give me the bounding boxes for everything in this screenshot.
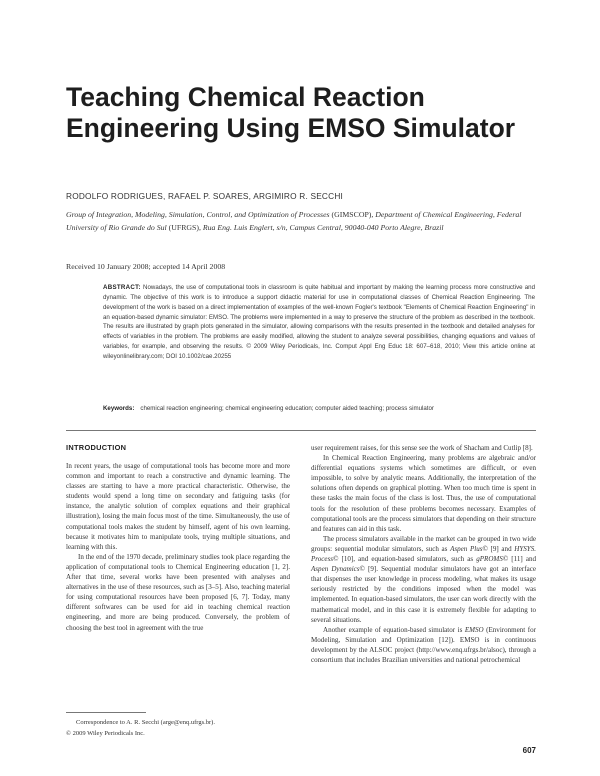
right-column — [311, 443, 536, 665]
paper-title: Teaching Chemical Reaction Engineering Using EMSO Simulator — [66, 82, 516, 143]
author-list: RODOLFO RODRIGUES, RAFAEL P. SOARES, ARGIMIRO R. SECCHI — [66, 191, 344, 201]
right-paragraph-4 — [311, 625, 536, 665]
abstract-label: ABSTRACT: — [103, 284, 141, 291]
left-column — [66, 443, 290, 633]
affiliation — [66, 209, 536, 234]
footnote — [66, 717, 290, 739]
right-paragraph-3 — [311, 534, 536, 625]
section-divider — [66, 430, 536, 431]
affiliation-city: , 90040-040 Porto Alegre, Brazil — [340, 222, 444, 232]
emso-text-b: (Environment for Modeling, Simulation and Optimization [12]). EMSO is in continuous development by the ALSOC project (http://www.enq.ufrgs.br/alsoc), through a consortium that includes Brazilian universities and national petrochemical — [311, 625, 536, 664]
emso-name: EMSO — [464, 625, 484, 634]
footnote-correspondence: Correspondence to A. R. Secchi (arge@enq.ufrgs.br). — [76, 719, 215, 726]
emso-text-a: Another example of equation-based simulator is — [323, 625, 465, 634]
gproms-name: gPROMS — [476, 555, 503, 564]
simulators-text-c: © [10], and equation-based simulators, such as — [333, 555, 477, 564]
right-paragraph-2: In Chemical Reaction Engineering, many problems are algebraic and/or differential equations systems which sometimes are difficult, or even impossible, to solve by analytic means. Additionally, the interpretation of the solutions often depends on graphical plotting. When too much time is spent in these tasks the main focus of the class is lost. Thus, the use of computational tools for the resolution of these problems becomes necessary. Examples of computational tools are the process simulators that depending on their structure and features can aid in this task. — [311, 454, 536, 533]
footnote-copyright: © 2009 Wiley Periodicals Inc. — [66, 730, 145, 737]
affiliation-campus: s/n, Campus Central — [276, 222, 341, 232]
simulators-text-b: © [9] and — [482, 544, 515, 553]
aspen-dynamics-name: Aspen Dynamics — [311, 565, 360, 574]
keywords — [103, 404, 535, 414]
keywords-text: chemical reaction engineering; chemical engineering education; computer aided teaching; process simulator — [140, 405, 434, 412]
simulators-text-e: © [9]. Sequential modular simulators have got an interface that dispenses the user knowledge in process modeling, what makes its usage seriously restricted by the conditions imposed when the model was implemented. In equation-based simulators, the user can work directly with the mathematical model, and in this case it is extremely flexible for adapting to several situations. — [311, 565, 536, 624]
simulators-text-d: © [11] and — [502, 555, 536, 564]
intro-paragraph-1: In recent years, the usage of computational tools has become more and more common and important to reach a constructive and dynamic learning. The classes are starting to have a more practical characteristic. Otherwise, the students would spend a long time on secondary and fatiguing tasks (for instance, the analytic solution of complex equations and their graphical illustration), losing the main focus most of the time. Simultaneously, the use of computational tools makes the student by himself, agent of his own learning, because it motivates him to manipulate tools, trying multiple situations, and learning with this. — [66, 462, 290, 551]
abstract-text: Nowadays, the use of computational tools in classroom is quite habitual and important by making the learning process more constructive and dynamic. The objective of this work is to introduce a support didactic material for use in computational classes of Chemical Reaction Engineering. The development of the work is based on a direct implementation of examples of the well-known Fogler's textbook "Elements of Chemical Reaction Engineering" in an equation-based dynamic simulator: EMSO. The problems were implemented in a way to preserve the structure of the problem as described in the textbook. The results are illustrated by graph plots generated in the simulator, allowing comparisons with the results presented in the textbook and detailed analyses for effects of variables in the problem. The problems are easily modified, allowing the student to analyze several possibilities, changing equations and values of variables, for example, and observing the results. © 2009 Wiley Periodicals, Inc. Comput Appl Eng Educ 18: 607–618, 2010; View this article online at wileyonlinelibrary.com; DOI 10.1002/cae.20255 — [103, 284, 535, 360]
affiliation-street: Rua Eng. Luis Englert, — [202, 222, 275, 232]
affiliation-group-abbr: (GIMSCOP), — [329, 210, 374, 219]
received-dates: Received 10 January 2008; accepted 14 April 2008 — [66, 262, 226, 271]
page-number: 607 — [522, 746, 536, 755]
affiliation-department-rest: (UFRGS), — [166, 222, 203, 232]
hysys-name: HYSYS. Process — [311, 544, 537, 564]
affiliation-group: Group of Integration, Modeling, Simulation, Control, and Optimization of Processes — [66, 210, 330, 219]
intro-paragraph-2: In the end of the 1970 decade, preliminary studies took place regarding the application of computational tools to Chemical Engineering education [1, 2]. After that time, several works have been presented with analyses and alternatives in the use of these resources, such as [3–5]. Also, teaching material for using computational resources have been proposed [6, 7]. Today, many different softwares can be used for aid in teaching chemical reaction engineering, and more are being produced. Conversely, the problem of choosing the best tool in agreement with the true — [66, 552, 290, 632]
simulators-text-a: The process simulators available in the market can be grouped in two wide groups: sequential modular simulators, such as — [311, 534, 536, 553]
aspen-plus-name: Aspen Plus — [450, 544, 483, 553]
affiliation-department: Department of Chemical Engineering, Federal University of Rio Grande do Sul — [66, 210, 522, 232]
footnote-rule — [66, 712, 146, 713]
abstract — [103, 283, 535, 362]
section-heading-introduction: INTRODUCTION — [66, 443, 127, 452]
keywords-label: Keywords: — [103, 405, 135, 412]
right-paragraph-1: user requirement raises, for this sense see the work of Shacham and Cutlip [8]. — [311, 444, 533, 452]
